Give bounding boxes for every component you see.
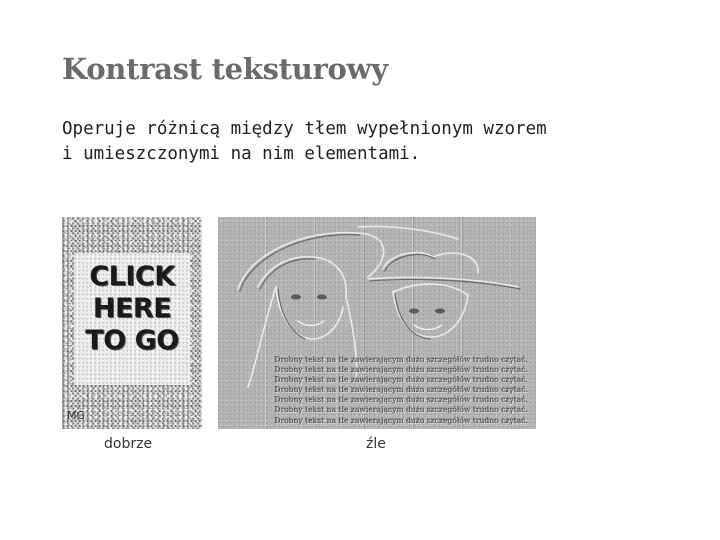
good-example-image bbox=[62, 217, 202, 429]
signature: MG bbox=[67, 409, 86, 422]
embossed-line: Drobny tekst na tle zawierającym dużo szczegółów trudno czytać. bbox=[274, 395, 528, 405]
image-text-line-1: CLICK bbox=[89, 261, 175, 292]
embossed-line: Drobny tekst na tle zawierającym dużo szczegółów trudno czytać. bbox=[274, 405, 528, 415]
embossed-text-block bbox=[258, 355, 528, 426]
description-line-1: Operuje różnicą między tłem wypełnionym wzorem bbox=[62, 119, 547, 139]
embossed-line: Drobny tekst na tle zawierającym dużo szczegółów trudno czytać. bbox=[274, 415, 528, 425]
embossed-line: Drobny tekst na tle zawierającym dużo szczegółów trudno czytać. bbox=[274, 385, 528, 395]
embossed-line: Drobny tekst na tle zawierającym dużo szczegółów trudno czytać. bbox=[274, 375, 528, 385]
caption-bad: źle bbox=[366, 436, 386, 452]
embossed-line: Drobny tekst na tle zawierającym dużo szczegółów trudno czytać. bbox=[274, 355, 528, 364]
image-text-line-3: TO GO bbox=[85, 325, 179, 356]
slide-description bbox=[62, 117, 622, 167]
description-line-2: i umieszczonymi na nim elementami. bbox=[62, 144, 421, 164]
caption-good: dobrze bbox=[104, 436, 153, 452]
bad-example-image bbox=[218, 217, 536, 429]
click-here-text bbox=[62, 261, 202, 357]
slide-title: Kontrast teksturowy bbox=[62, 52, 388, 86]
embossed-line: Drobny tekst na tle zawierającym dużo szczegółów trudno czytać. bbox=[274, 365, 528, 375]
image-text-line-2: HERE bbox=[92, 293, 172, 324]
